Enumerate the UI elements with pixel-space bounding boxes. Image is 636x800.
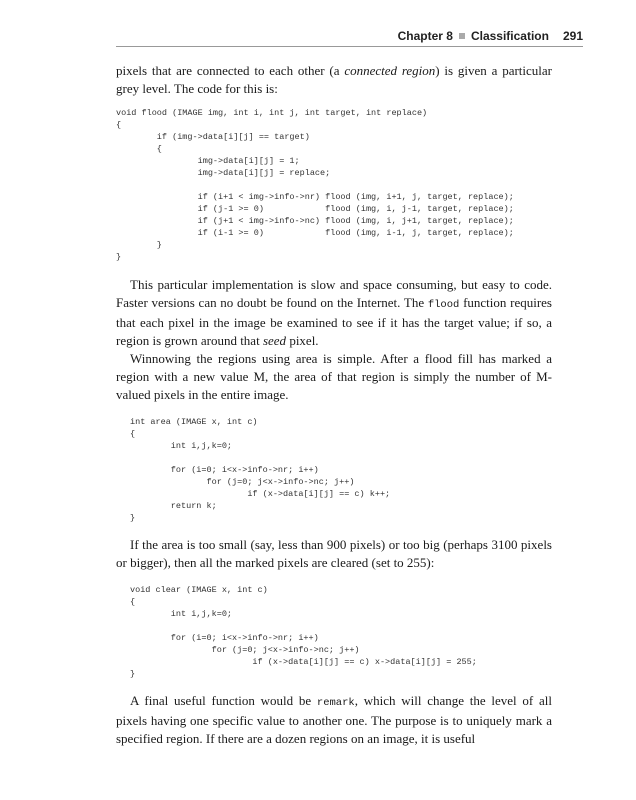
page-body: [116, 62, 552, 748]
code-line: [130, 452, 552, 464]
code-line: for (j=0; j<x->info->nc; j++): [130, 477, 355, 487]
code-line: for (j=0; j<x->info->nc; j++): [130, 645, 360, 655]
code-line: void flood (IMAGE img, int i, int j, int target, int replace): [116, 108, 428, 118]
header-rule: [116, 46, 583, 47]
code-line: }: [116, 240, 162, 250]
code-line: void clear (IMAGE x, int c): [130, 585, 268, 595]
term-seed: seed: [262, 333, 287, 348]
code-line: if (j+1 < img->info->nc) flood (img, i, j+1, target, replace);: [116, 216, 514, 226]
chapter-title: Classification: [470, 29, 549, 43]
code-line: {: [116, 120, 122, 130]
code-line: img->data[i][j] = replace;: [116, 168, 331, 178]
chapter-label: Chapter 8: [397, 29, 453, 43]
code-line: if (j-1 >= 0) flood (img, i, j-1, target, replace);: [116, 204, 514, 214]
code-line: {: [116, 144, 162, 154]
running-header: [116, 29, 583, 43]
paragraph-connected-region: pixels that are connected to each other (a connected region) is given a particular grey level. The code for this is:: [116, 63, 552, 96]
paragraph-area-threshold: If the area is too small (say, less than 900 pixels) or too big (perhaps 3100 pixels or bigger), then all the marked pixels are cleared (set to 255):: [116, 537, 552, 570]
code-line: [116, 179, 552, 191]
term-connected-region: connected region: [344, 63, 436, 78]
paragraph-remark: A final useful function would be remark, which will change the level of all pixels having one specific value to another one. The purpose is to uniquely mark a specified region. If there are a dozen regions on an image, it is useful: [116, 693, 553, 746]
code-line: return k;: [130, 501, 217, 511]
inline-code-remark: remark: [316, 697, 355, 709]
code-line: if (x->data[i][j] == c) k++;: [130, 489, 391, 499]
code-line: img->data[i][j] = 1;: [116, 156, 300, 166]
code-line: if (i-1 >= 0) flood (img, i-1, j, target, replace);: [116, 228, 514, 238]
paragraph-winnowing: Winnowing the regions using area is simple. After a flood fill has marked a region with a new value M, the area of that region is simply the number of M-valued pixels in the entire image.: [116, 351, 552, 402]
page-number: 291: [562, 29, 583, 43]
code-line: if (x->data[i][j] == c) x->data[i][j] = 255;: [130, 657, 477, 667]
code-line: if (i+1 < img->info->nr) flood (img, i+1, j, target, replace);: [116, 192, 514, 202]
code-line: for (i=0; i<x->info->nr; i++): [130, 465, 319, 475]
code-line: int i,j,k=0;: [130, 609, 233, 619]
square-bullet-icon: [459, 33, 465, 39]
code-line: int i,j,k=0;: [130, 441, 233, 451]
code-line: int area (IMAGE x, int c): [130, 417, 258, 427]
code-line: }: [130, 669, 136, 679]
paragraph-implementation: This particular implementation is slow and space consuming, but easy to code. Faster versions can no doubt be found on the Internet. The flood function requires that each pixel in the image be examined to see if it has the target value; if so, a region is grown around that seed pixel.: [116, 277, 552, 348]
code-line: }: [130, 513, 136, 523]
code-line: for (i=0; i<x->info->nr; i++): [130, 633, 319, 643]
code-block-flood: [116, 107, 552, 263]
code-line: {: [130, 429, 136, 439]
code-line: }: [116, 252, 122, 262]
code-block-clear: [116, 584, 552, 680]
code-line: [130, 620, 552, 632]
code-line: {: [130, 597, 136, 607]
code-block-area: [116, 416, 552, 524]
code-line: if (img->data[i][j] == target): [116, 132, 310, 142]
inline-code-flood: flood: [427, 299, 460, 311]
